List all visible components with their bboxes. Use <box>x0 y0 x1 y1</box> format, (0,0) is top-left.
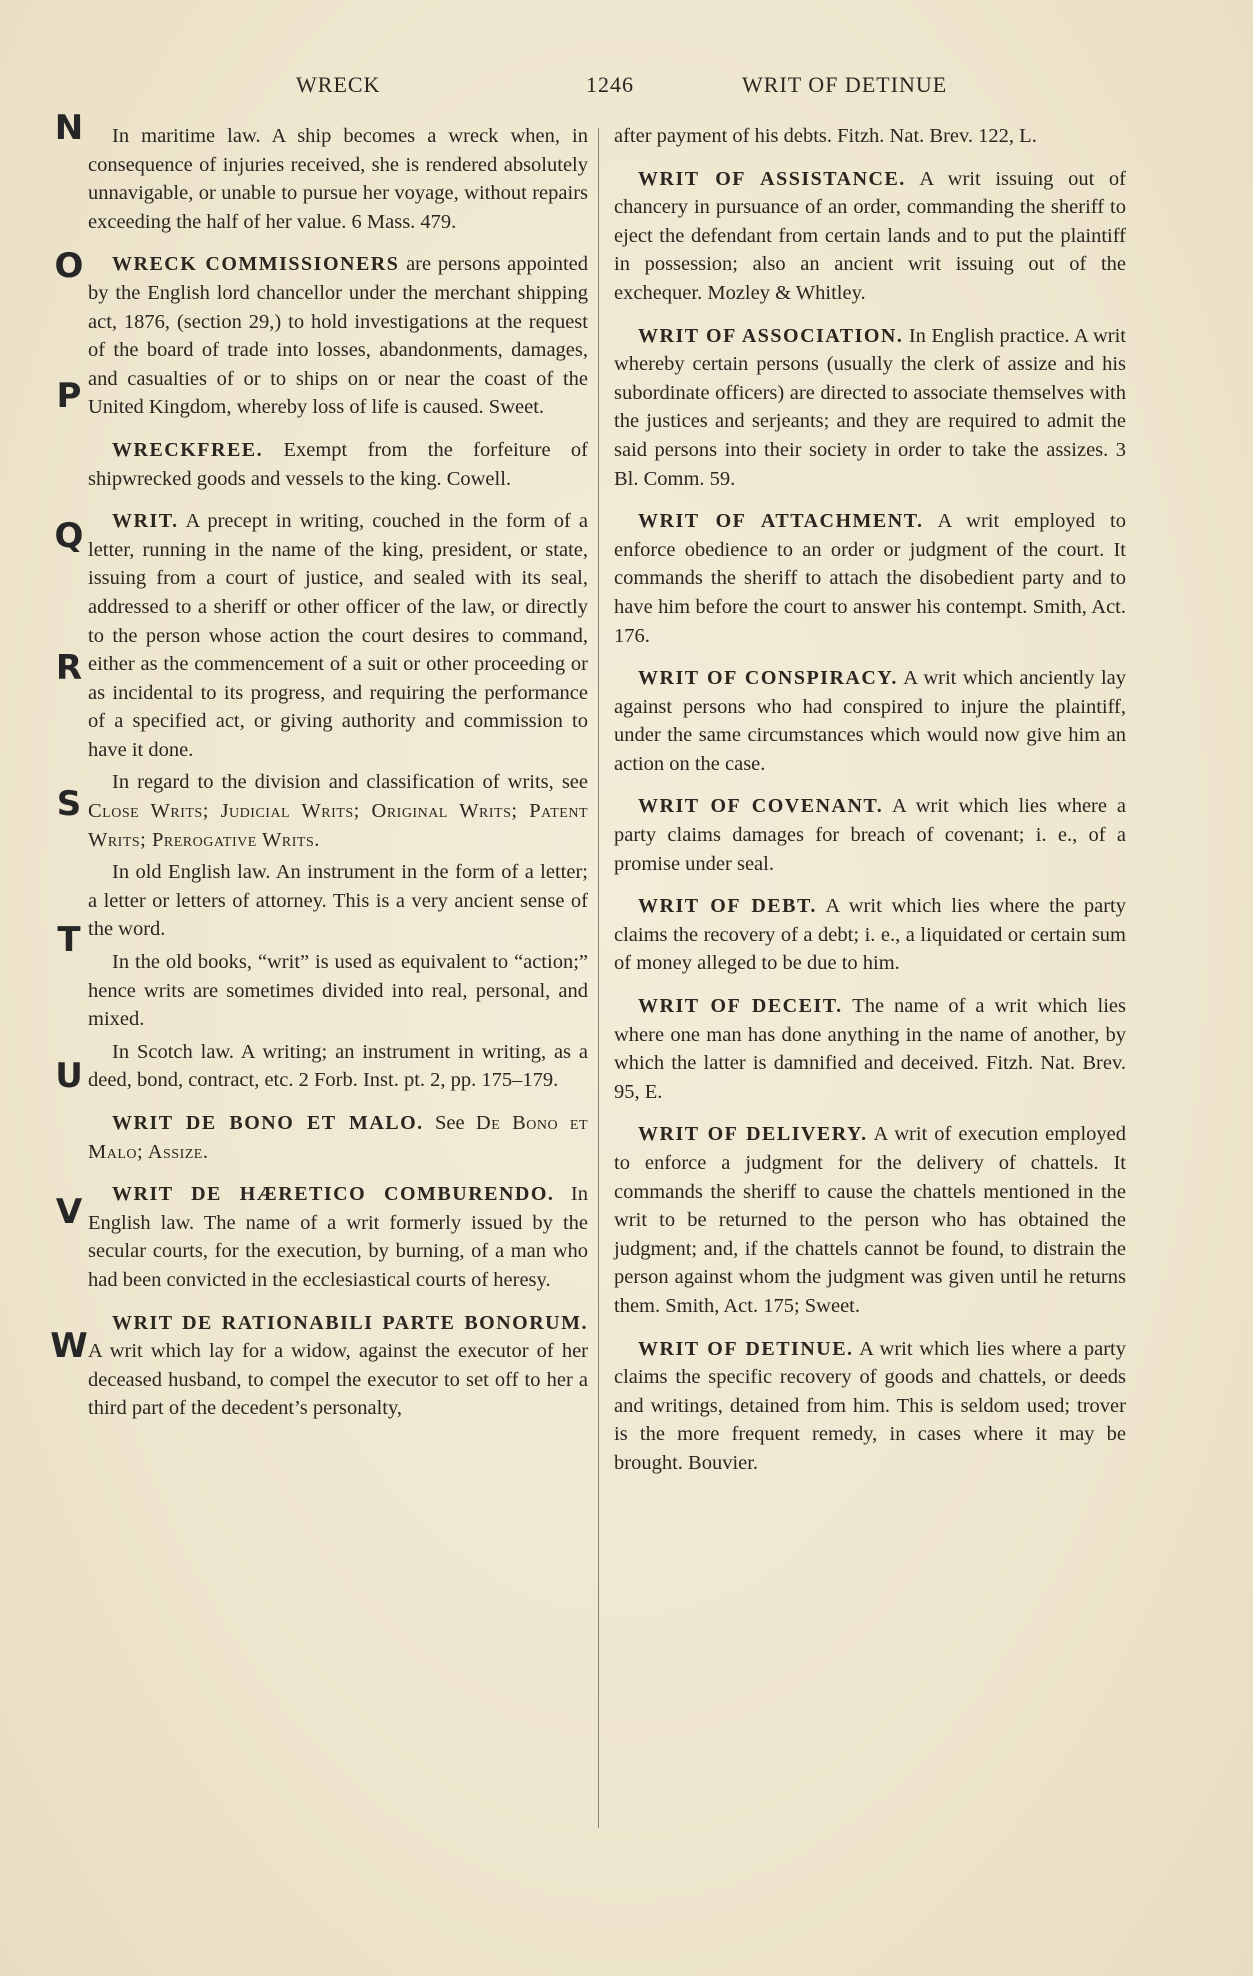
writ-old-english: In old English law. An instrument in the form of a letter; a letter or letters of attorney. This is a very ancient sense of the word. <box>88 861 588 941</box>
entry-wreck-commissioners <box>88 250 588 422</box>
writ-old-books: In the old books, “writ” is used as equivalent to “action;” hence writs are sometimes divided into real, personal, and mixed. <box>88 951 588 1031</box>
entry-text: A writ which anciently lay against persons who had conspired to injure the plaintiff, under the same circumstances which would now give him an action on the case. <box>614 667 1127 775</box>
entry-writ-de-haeretico <box>88 1180 588 1294</box>
thumb-letter-p[interactable]: P <box>56 376 82 416</box>
headword: WRIT OF DEBT. <box>638 895 817 918</box>
entry-text: A precept in writing, couched in the form of a letter, running in the name of the king, president, or state, issuing from a court of justice, and sealed with its seal, addressed to a sheriff or other officer of the law, or directly to the person whose action the court desires to command, either as the commencement of a suit or other proceeding or as incidental to its progress, and requiring the performance of a specified act, or giving authority and commission to have it done. <box>88 510 588 761</box>
entry-text: A writ employed to enforce obedience to an order or judgment of the court. It commands the sheriff to attach the disobedient party and to have him before the court to answer his contempt. Smith, Act. 176. <box>614 510 1126 647</box>
cross-reference[interactable]: Close Writs; Judicial Writs; Original Writs; Patent Writs; Prerogative Writs. <box>88 800 588 851</box>
headword: WRIT OF ASSISTANCE. <box>638 167 906 190</box>
headword: WRIT OF DETINUE. <box>638 1337 854 1360</box>
headword: WRECK COMMISSIONERS <box>112 253 400 276</box>
running-head-left: WRECK <box>296 72 381 97</box>
thumb-index <box>44 108 94 1508</box>
headword: WRIT OF DECEIT. <box>638 995 843 1018</box>
entry-writ-of-covenant <box>614 792 1126 878</box>
headword: WRIT OF COVENANT. <box>638 795 884 818</box>
thumb-letter-s[interactable]: S <box>56 784 82 824</box>
entry-writ-of-deceit <box>614 992 1126 1106</box>
running-head <box>0 72 1253 106</box>
entry-writ-of-conspiracy <box>614 664 1126 778</box>
writ-classification: In regard to the division and classification of writs, see Close Writs; Judicial Writs; Original Writs; Patent Writs; Prerogative Writs. <box>88 771 588 851</box>
entry-text: In maritime law. A ship becomes a wreck when, in consequence of injuries received, she is rendered absolutely unnavigable, or unable to pursue her voyage, without repairs exceeding the half of her value. 6 Mass. 479. <box>88 125 588 233</box>
entry-writ-of-attachment <box>614 507 1126 650</box>
column-divider <box>598 128 599 1828</box>
cross-reference[interactable]: De Bono et Malo; Assize. <box>88 1112 588 1163</box>
entry-text: A writ of execution employed to enforce a judgment for the delivery of chattels. It commands the sheriff to cause the chattels mentioned in the writ to be returned to the person who has obtained the judgment; and, if the chattels cannot be found, to distrain the person against whom the judgment was given until he returns them. Smith, Act. 175; Sweet. <box>614 1123 1126 1317</box>
headword: WRIT DE RATIONABILI PARTE BONORUM. <box>112 1311 588 1334</box>
entry-writ-de-rationabili <box>88 1309 588 1423</box>
thumb-letter-u[interactable]: U <box>55 1056 83 1096</box>
running-head-right: WRIT OF DETINUE <box>742 72 948 97</box>
entry-text: A writ which lies where the party claims the recovery of a debt; i. e., a liquidated or certain sum of money alleged to be due to him. <box>614 895 1126 975</box>
headword: WRIT OF DELIVERY. <box>638 1123 868 1146</box>
entry-text: are persons appointed by the English lord chancellor under the merchant shipping act, 1876, (section 29,) to hold investigations at the request of the board of trade into losses, abandonments, damages, and casualties of or to ships on or near the coast of the United Kingdom, whereby loss of life is caused. Sweet. <box>88 253 588 419</box>
thumb-letter-r[interactable]: R <box>55 648 83 688</box>
entry-text: The name of a writ which lies where one man has done anything in the name of another, by which the latter is damnified and deceived. Fitzh. Nat. Brev. 95, E. <box>614 995 1126 1103</box>
left-column <box>88 122 588 1437</box>
writ-scotch: In Scotch law. A writing; an instrument in writing, as a deed, bond, contract, etc. 2 Forb. Inst. pt. 2, pp. 175–179. <box>88 1040 588 1092</box>
headword: WRIT DE BONO ET MALO. <box>112 1112 424 1134</box>
entry-text: A writ which lay for a widow, against the executor of her deceased husband, to compel the executor to set off to her a third part of the decedent’s personalty, <box>88 1340 588 1420</box>
entry-writ-of-assistance <box>614 165 1126 308</box>
headword: WRIT. <box>112 510 179 533</box>
headword: WRIT OF ATTACHMENT. <box>638 510 924 533</box>
thumb-letter-t[interactable]: T <box>57 920 81 960</box>
entry-text: In English law. The name of a writ formerly issued by the secular courts, for the execution, by burning, of a man who had been convicted in the ecclesiastical courts of heresy. <box>88 1183 589 1291</box>
entry-text: A writ which lies where a party claims damages for breach of covenant; i. e., of a promise under seal. <box>614 795 1126 875</box>
headword: WRECKFREE. <box>112 438 264 461</box>
headword: WRIT OF ASSOCIATION. <box>638 324 904 347</box>
entry-text: In English practice. A writ whereby certain persons (usually the clerk of assize and his subordinate officers) are directed to associate themselves with the justices and serjeants; and they are required to admit the said persons into their society in order to take the assizes. 3 Bl. Comm. 59. <box>614 324 1126 490</box>
right-column <box>614 122 1126 1492</box>
thumb-letter-o[interactable]: O <box>54 246 84 286</box>
thumb-letter-n[interactable]: N <box>54 108 84 148</box>
entry-continuation: after payment of his debts. Fitzh. Nat. Brev. 122, L. <box>614 125 1037 147</box>
page-number: 1246 <box>586 72 634 97</box>
entry-writ-de-bono: WRIT DE BONO ET MALO. See De Bono et Malo; Assize. <box>88 1112 588 1163</box>
thumb-letter-w[interactable]: W <box>50 1326 88 1366</box>
entry-writ-of-association <box>614 322 1126 494</box>
entry-text: Exempt from the forfeiture of shipwrecked goods and vessels to the king. Cowell. <box>88 438 588 490</box>
headword: WRIT DE HÆRETICO COMBURENDO. <box>112 1183 555 1206</box>
entry-wreck-maritime <box>88 122 588 236</box>
entry-text: A writ which lies where a party claims the specific recovery of goods and chattels, or deeds and writings, detained from him. This is seldom used; trover is the more frequent remedy, in cases where it may be brought. Bouvier. <box>614 1337 1126 1474</box>
entry-text: A writ issuing out of chancery in pursuance of an order, commanding the sheriff to eject the defendant from certain lands and to put the plaintiff in possession; also an ancient writ issuing out of the exchequer. Mozley & Whitley. <box>614 167 1126 304</box>
entry-writ-of-detinue <box>614 1335 1126 1478</box>
entry-wreckfree <box>88 436 588 493</box>
entry-writ-of-delivery <box>614 1120 1126 1320</box>
thumb-letter-v[interactable]: V <box>55 1192 83 1232</box>
thumb-letter-q[interactable]: Q <box>54 516 84 556</box>
entry-writ <box>88 507 588 1095</box>
entry-writ-of-debt <box>614 892 1126 978</box>
headword: WRIT OF CONSPIRACY. <box>638 667 898 690</box>
